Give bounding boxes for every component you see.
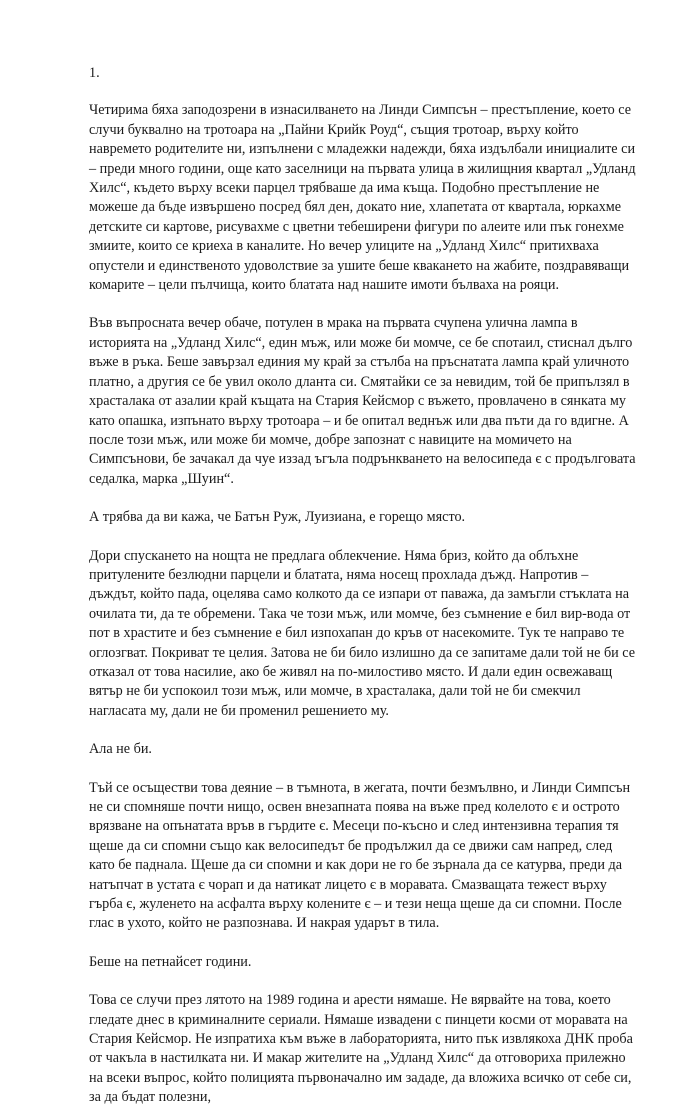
paragraph-5: Ала не би.: [89, 741, 152, 758]
chapter-number: 1.: [89, 65, 100, 81]
paragraph-3: А трябва да ви кажа, че Батън Руж, Луизиана, е горещо място.: [89, 509, 466, 526]
page-content: [89, 64, 639, 1108]
paragraph-1: Четирима бяха заподозрени в изнасилването на Линди Симпсън – престъпление, което се случи буквално на тротоара на „Пайни Крийк Роуд“, същия тротоар, върху който навремето родителите ни, изпълнени с младежки надежди, бяха издълбали инициалите си – преди много години, още като заселници на първата улица в жилищния квартал „Удланд Хилс“, където върху всеки парцел трябваше да има къща. Подобно престъпление не можеше да бъде извършено посред бял ден, докато ние, хлапетата от квартала, юркахме детските си картове, рисувахме с цветни тебеширени фигури по алеите или пък гонехме змиите, които се криеха в каналите. Но вечер улиците на „Удланд Хилс“ притихваха опустели и единственото удоволствие за ушите беше квакането на жабите, поздравяващи комарите – цели пълчища, които блатата над нашите имоти бълваха на рояци.: [89, 102, 636, 294]
paragraph-6: Тъй се осъществи това деяние – в тъмнота, в жегата, почти безмълвно, и Линди Симпсън не си спомняше почти нищо, освен внезапната поява на въже пред колелото є и острото врязване на опънатата връв в гърдите є. Месеци по-късно и след интензивна терапия тя щеше да си спомни също как велосипедът бе продължил да се движи сам напред, след като бе паднала. Щеше да си спомни и как дори не го бе зърнала да се катурва, преди да натъпчат в устата є чорап и да натикат лицето є в моравата. Смазващата тежест върху гърба є, жуленето на асфалта върху колените є – и тези неща щеше да си спомни. После глас в ухото, който не разпознава. И накрая ударът в тила.: [89, 779, 631, 932]
paragraph-8: Това се случи през лятото на 1989 година и арести нямаше. Не вярвайте на това, което гледате днес в криминалните сериали. Нямаше извадени с пинцети косми от моравата на Стария Кейсмор. Не изпратиха към въже в лабораторията, нито пък извлякоха ДНК проба от чакъла в настилката ни. И макар жителите на „Удланд Хилс“ да отговориха прилежно на всеки въпрос, който полицията първоначално им зададе, да вложиха всичко от себе си, за да бъдат полезни,: [89, 992, 633, 1106]
paragraph-7: Беше на петнайсет години.: [89, 953, 252, 970]
paragraph-2: Във въпросната вечер обаче, потулен в мрака на първата счупена улична лампа в историята на „Удланд Хилс“, един мъж, или може би момче, се бе спотаил, стиснал дълго въже в ръка. Беше завързал единия му край за стълба на пръснатата лампа край уличното платно, а другия се бе увил около дланта си. Смятайки се за невидим, той бе припълзял в храсталака от азалии край къщата на Стария Кейсмор с въжето, провлачено в сянката му като опашка, изпънато върху тротоара – и бе опитал веднъж или два пъти да го вдигне. А после този мъж, или може би момче, добре запознат с навиците на момичето на Симпсънови, бе зачакал да чуе иззад ъгъла подрънкването на велосипеда є с продълговата седалка, марка „Шуин“.: [89, 315, 636, 487]
paragraph-4: Дори спускането на нощта не предлага облекчение. Няма бриз, който да облъхне притулените безлюдни парцели и блатата, няма носещ прохлада дъжд. Напротив – дъждът, който пада, оцелява само колкото да се изпари от паважа, да замъгли стъклата на очилата ти, да те обремени. Така че този мъж, или момче, без съмнение е бил вир-вода от пот в храстите и без съмнение е бил изпохапан до кръв от насекомите. Тук те направо те оглозгват. Покриват те целия. Затова не би било излишно да се запитаме дали той не би се отказал от това насилие, ако бе живял на по-милостиво място. И дали един освежаващ вятър не би успокоил този мъж, или момче, в храсталака, дали той не би смекчил нагласата му, дали не би променил решението му.: [89, 547, 636, 719]
